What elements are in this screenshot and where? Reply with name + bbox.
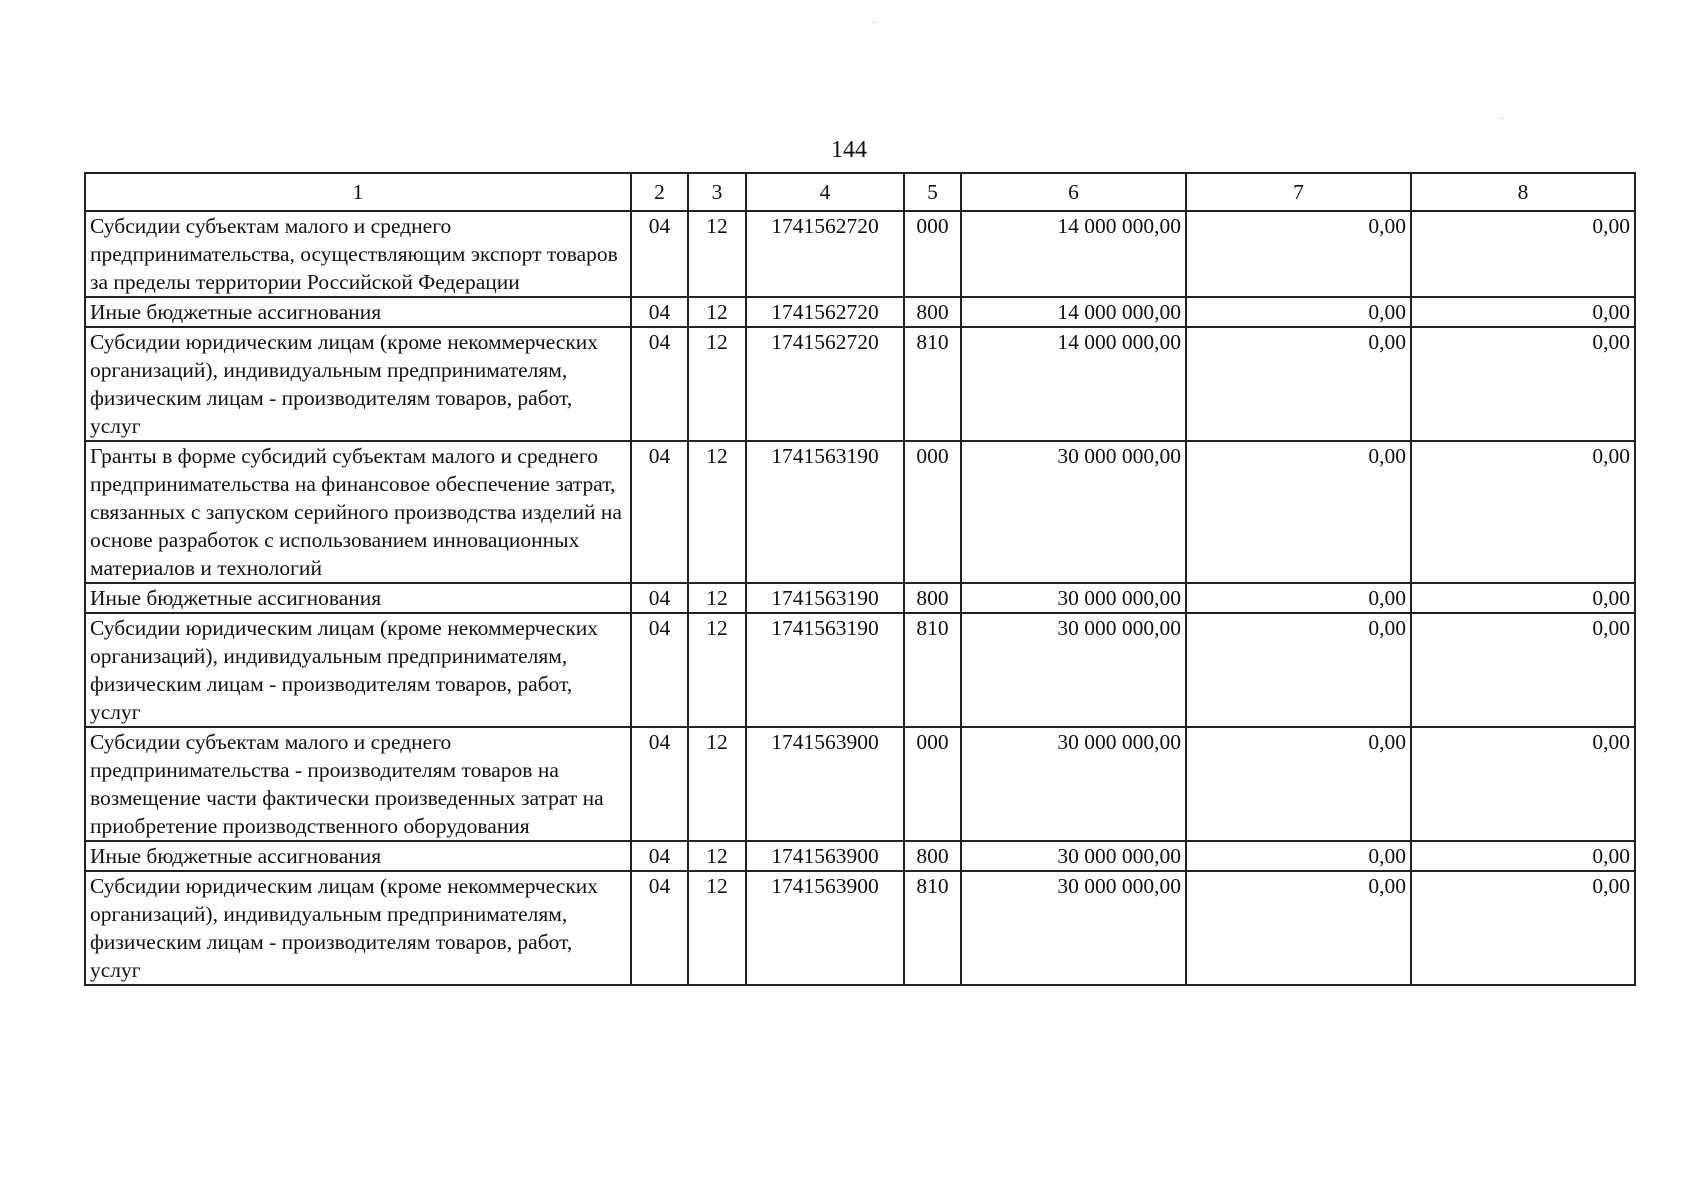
row-subsection: 12 (688, 441, 746, 583)
page-number: 144 (831, 137, 867, 163)
row-target-code: 1741563900 (746, 841, 904, 871)
row-target-code: 1741563190 (746, 583, 904, 613)
table-row (85, 871, 1635, 985)
row-amount-8: 0,00 (1411, 297, 1635, 327)
row-amount-8: 0,00 (1411, 211, 1635, 297)
row-target-code: 1741563190 (746, 441, 904, 583)
budget-table (84, 172, 1636, 986)
row-target-code: 1741563190 (746, 613, 904, 727)
row-subsection: 12 (688, 297, 746, 327)
row-target-code: 1741562720 (746, 211, 904, 297)
row-expense-type: 800 (904, 297, 961, 327)
row-amount-7: 0,00 (1186, 613, 1411, 727)
row-section: 04 (631, 441, 688, 583)
row-subsection: 12 (688, 583, 746, 613)
row-expense-type: 800 (904, 583, 961, 613)
header-cell: 6 (961, 173, 1186, 211)
row-name: Гранты в форме субсидий субъектам малого и среднего предпринимательства на финансовое обеспечение затрат, связанных с запуском серийного производства изделий на основе разработок с использованием инновационных материалов и технологий (85, 441, 631, 583)
row-amount-8: 0,00 (1411, 727, 1635, 841)
header-cell: 4 (746, 173, 904, 211)
row-amount-6: 30 000 000,00 (961, 871, 1186, 985)
row-amount-7: 0,00 (1186, 583, 1411, 613)
table-row (85, 841, 1635, 871)
row-section: 04 (631, 297, 688, 327)
row-expense-type: 810 (904, 613, 961, 727)
row-target-code: 1741562720 (746, 297, 904, 327)
table-row (85, 441, 1635, 583)
row-target-code: 1741562720 (746, 327, 904, 441)
row-name: Субсидии юридическим лицам (кроме некоммерческих организаций), индивидуальным предпринимателям, физическим лицам - производителям товаров, работ, услуг (85, 613, 631, 727)
row-expense-type: 000 (904, 441, 961, 583)
row-expense-type: 800 (904, 841, 961, 871)
row-amount-8: 0,00 (1411, 327, 1635, 441)
row-amount-6: 14 000 000,00 (961, 297, 1186, 327)
row-subsection: 12 (688, 613, 746, 727)
row-amount-6: 30 000 000,00 (961, 583, 1186, 613)
row-amount-7: 0,00 (1186, 441, 1411, 583)
row-amount-6: 30 000 000,00 (961, 727, 1186, 841)
row-expense-type: 810 (904, 327, 961, 441)
row-subsection: 12 (688, 211, 746, 297)
row-amount-8: 0,00 (1411, 613, 1635, 727)
row-section: 04 (631, 871, 688, 985)
row-amount-6: 30 000 000,00 (961, 441, 1186, 583)
row-name: Субсидии субъектам малого и среднего предпринимательства, осуществляющим экспорт товаров за пределы территории Российской Федерации (85, 211, 631, 297)
row-target-code: 1741563900 (746, 727, 904, 841)
row-section: 04 (631, 583, 688, 613)
row-expense-type: 000 (904, 727, 961, 841)
row-amount-7: 0,00 (1186, 871, 1411, 985)
header-cell: 7 (1186, 173, 1411, 211)
row-amount-6: 30 000 000,00 (961, 613, 1186, 727)
row-expense-type: 000 (904, 211, 961, 297)
row-amount-7: 0,00 (1186, 297, 1411, 327)
row-name: Субсидии юридическим лицам (кроме некоммерческих организаций), индивидуальным предпринимателям, физическим лицам - производителям товаров, работ, услуг (85, 871, 631, 985)
row-amount-7: 0,00 (1186, 727, 1411, 841)
row-amount-6: 14 000 000,00 (961, 327, 1186, 441)
row-amount-8: 0,00 (1411, 583, 1635, 613)
header-cell: 8 (1411, 173, 1635, 211)
table-row (85, 211, 1635, 297)
row-target-code: 1741563900 (746, 871, 904, 985)
row-name: Иные бюджетные ассигнования (85, 297, 631, 327)
row-amount-6: 14 000 000,00 (961, 211, 1186, 297)
scan-speck (1500, 118, 1503, 119)
header-cell: 5 (904, 173, 961, 211)
table-row (85, 327, 1635, 441)
row-section: 04 (631, 727, 688, 841)
row-name: Иные бюджетные ассигнования (85, 841, 631, 871)
row-amount-8: 0,00 (1411, 441, 1635, 583)
table-row (85, 727, 1635, 841)
row-amount-8: 0,00 (1411, 871, 1635, 985)
table-row (85, 297, 1635, 327)
row-name: Субсидии юридическим лицам (кроме некоммерческих организаций), индивидуальным предпринимателям, физическим лицам - производителям товаров, работ, услуг (85, 327, 631, 441)
row-name: Субсидии субъектам малого и среднего предпринимательства - производителям товаров на возмещение части фактически произведенных затрат на приобретение производственного оборудования (85, 727, 631, 841)
row-subsection: 12 (688, 727, 746, 841)
row-section: 04 (631, 327, 688, 441)
row-amount-7: 0,00 (1186, 327, 1411, 441)
row-section: 04 (631, 211, 688, 297)
row-section: 04 (631, 841, 688, 871)
row-subsection: 12 (688, 327, 746, 441)
row-amount-6: 30 000 000,00 (961, 841, 1186, 871)
table-row (85, 583, 1635, 613)
header-cell: 2 (631, 173, 688, 211)
table-row (85, 613, 1635, 727)
row-amount-7: 0,00 (1186, 211, 1411, 297)
row-subsection: 12 (688, 871, 746, 985)
header-row (85, 173, 1635, 211)
header-cell: 3 (688, 173, 746, 211)
scan-speck (873, 22, 876, 23)
row-section: 04 (631, 613, 688, 727)
row-amount-8: 0,00 (1411, 841, 1635, 871)
row-expense-type: 810 (904, 871, 961, 985)
row-name: Иные бюджетные ассигнования (85, 583, 631, 613)
row-amount-7: 0,00 (1186, 841, 1411, 871)
header-cell: 1 (85, 173, 631, 211)
row-subsection: 12 (688, 841, 746, 871)
